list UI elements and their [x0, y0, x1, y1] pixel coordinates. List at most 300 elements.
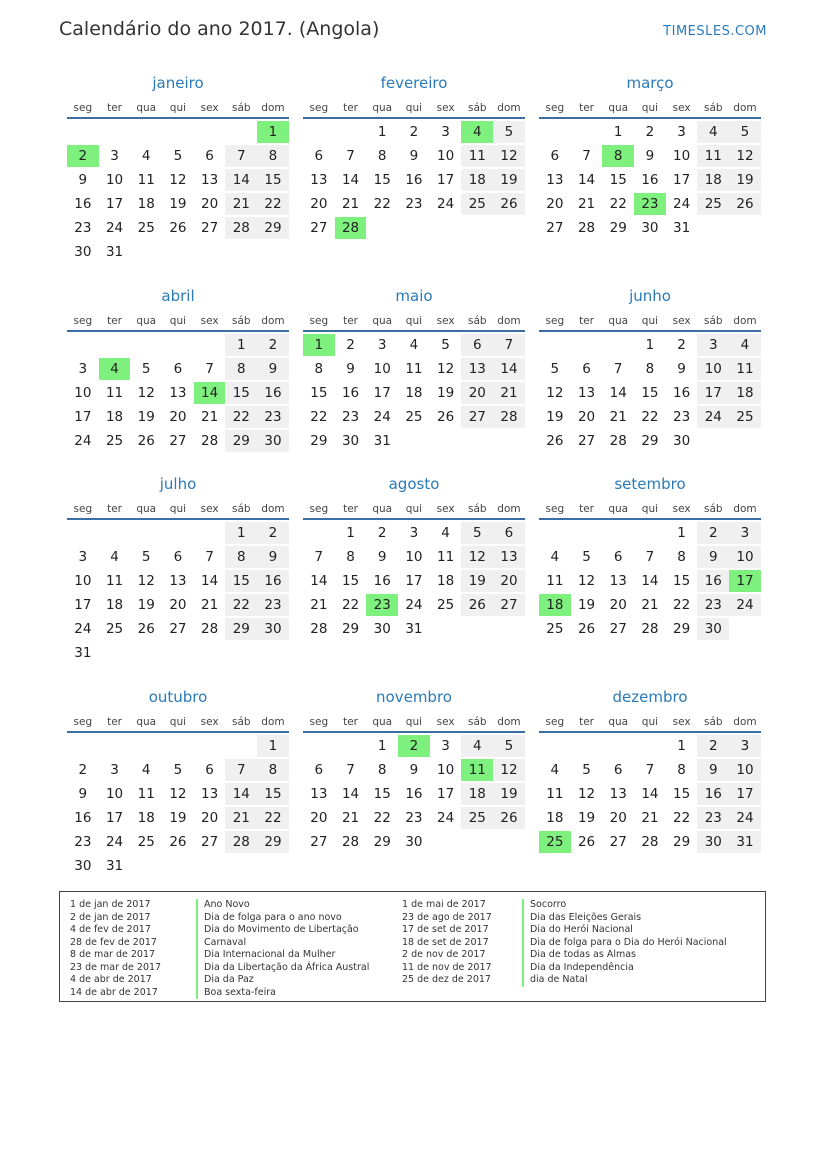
day-cell: 5 — [582, 762, 591, 778]
day-cell: 8 — [377, 148, 387, 164]
day-cell: 20 — [461, 382, 493, 404]
day-cell: 25 — [729, 406, 761, 428]
month-outubro — [67, 687, 289, 879]
legend-dates-left — [70, 899, 161, 999]
day-cell: 12 — [577, 786, 596, 802]
day-cell: 21 — [201, 597, 219, 613]
day-cell: 23 — [697, 594, 729, 616]
empty-day-cell — [194, 334, 226, 356]
day-cell: 16 — [373, 573, 391, 589]
day-cell: 6 — [173, 549, 183, 565]
day-cell: 26 — [437, 409, 455, 425]
day-cell: 26 — [461, 594, 493, 616]
day-cell: 17 — [74, 409, 92, 425]
day-cell: 11 — [405, 361, 423, 377]
empty-day-cell — [539, 334, 571, 356]
day-cell: 21 — [493, 382, 525, 404]
day-cell: 24 — [405, 597, 423, 613]
weekday-label: sex — [200, 315, 219, 327]
weekday-label: sáb — [467, 716, 487, 728]
weekday-label: qui — [641, 716, 659, 728]
month-name: junho — [629, 287, 671, 305]
day-cell: 13 — [169, 573, 187, 589]
weekday-label: seg — [545, 315, 565, 327]
weekday-header — [303, 99, 525, 119]
day-grid — [303, 334, 525, 454]
day-cell: 15 — [641, 385, 659, 401]
month-maio — [303, 286, 525, 454]
day-cell: 3 — [729, 735, 761, 757]
day-cell: 22 — [373, 196, 391, 212]
day-cell: 5 — [493, 735, 525, 757]
weekday-label: qui — [641, 503, 659, 515]
day-cell: 31 — [105, 858, 124, 874]
weekday-header — [67, 713, 289, 733]
day-cell: 9 — [697, 546, 729, 568]
day-cell: 14 — [341, 172, 360, 188]
legend-date: 18 de set de 2017 — [402, 936, 489, 948]
legend-date: 2 de jan de 2017 — [70, 911, 151, 923]
day-cell: 7 — [613, 361, 623, 377]
day-cell: 9 — [377, 549, 387, 565]
day-cell: 20 — [493, 570, 525, 592]
legend-holiday-name: Ano Novo — [196, 899, 369, 912]
weekday-label: qui — [169, 503, 187, 515]
legend-date: 11 de nov de 2017 — [402, 961, 492, 973]
month-agosto — [303, 474, 525, 642]
day-cell: 28 — [641, 621, 659, 637]
weekday-label: sex — [436, 716, 455, 728]
legend-names-right — [522, 899, 727, 987]
day-cell: 30 — [257, 618, 289, 640]
empty-day-cell — [539, 735, 571, 757]
day-cell: 22 — [341, 597, 360, 613]
month-setembro — [539, 474, 761, 642]
day-cell: 17 — [437, 786, 455, 802]
day-cell: 27 — [310, 220, 328, 236]
day-cell: 14 — [201, 573, 219, 589]
weekday-label: qua — [136, 102, 157, 114]
day-cell: 21 — [641, 597, 659, 613]
holiday-day-cell: 11 — [461, 759, 493, 781]
day-cell: 11 — [105, 573, 124, 589]
day-cell: 26 — [137, 621, 155, 637]
weekday-label: dom — [497, 315, 521, 327]
weekday-label: ter — [343, 102, 358, 114]
day-cell: 14 — [310, 573, 328, 589]
weekday-label: seg — [545, 503, 565, 515]
day-cell: 16 — [74, 196, 92, 212]
day-cell: 17 — [105, 196, 124, 212]
day-cell: 23 — [257, 594, 289, 616]
day-cell: 2 — [677, 337, 686, 353]
day-cell: 17 — [373, 385, 391, 401]
day-cell: 27 — [493, 594, 525, 616]
weekday-label: qua — [372, 315, 393, 327]
weekday-header — [539, 312, 761, 332]
day-cell: 14 — [225, 783, 257, 805]
day-cell: 10 — [673, 148, 691, 164]
day-cell: 27 — [577, 433, 596, 449]
day-cell: 13 — [461, 358, 493, 380]
day-cell: 24 — [437, 196, 455, 212]
holiday-day-cell: 8 — [602, 145, 634, 167]
weekday-label: seg — [73, 503, 93, 515]
day-cell: 28 — [493, 406, 525, 428]
day-cell: 16 — [341, 385, 360, 401]
day-cell: 26 — [137, 433, 155, 449]
day-cell: 10 — [437, 762, 455, 778]
weekday-header — [67, 500, 289, 520]
weekday-label: ter — [107, 315, 122, 327]
legend-date: 2 de nov de 2017 — [402, 949, 486, 960]
day-cell: 29 — [310, 433, 328, 449]
weekday-label: dom — [497, 716, 521, 728]
empty-day-cell — [162, 735, 194, 757]
day-cell: 21 — [341, 810, 360, 826]
day-cell: 6 — [493, 522, 525, 544]
weekday-label: sáb — [703, 716, 723, 728]
day-cell: 14 — [493, 358, 525, 380]
day-cell: 30 — [405, 834, 423, 850]
month-name: setembro — [614, 475, 686, 493]
day-grid — [67, 735, 289, 879]
day-cell: 16 — [697, 570, 729, 592]
day-cell: 17 — [105, 810, 124, 826]
day-cell: 23 — [74, 834, 92, 850]
day-cell: 4 — [729, 334, 761, 356]
day-cell: 19 — [577, 810, 596, 826]
day-cell: 24 — [105, 834, 124, 850]
month-novembro — [303, 687, 525, 855]
day-cell: 24 — [105, 220, 124, 236]
weekday-label: qui — [405, 503, 423, 515]
day-cell: 22 — [609, 196, 627, 212]
legend-holiday-name: Dia das Eleições Gerais — [522, 912, 727, 925]
day-cell: 10 — [105, 786, 124, 802]
day-cell: 8 — [225, 358, 257, 380]
weekday-label: qui — [405, 716, 423, 728]
day-grid — [539, 522, 761, 642]
weekday-header — [539, 713, 761, 733]
holiday-day-cell: 18 — [539, 594, 571, 616]
weekday-label: dom — [261, 102, 285, 114]
day-cell: 30 — [697, 618, 729, 640]
day-cell: 9 — [697, 759, 729, 781]
legend-holiday-name: Socorro — [522, 899, 727, 912]
weekday-label: sex — [672, 102, 691, 114]
day-cell: 21 — [609, 409, 627, 425]
day-cell: 20 — [310, 810, 328, 826]
day-cell: 26 — [493, 193, 525, 215]
day-cell: 11 — [437, 549, 455, 565]
day-cell: 19 — [437, 385, 455, 401]
day-cell: 6 — [613, 549, 623, 565]
day-cell: 27 — [201, 834, 219, 850]
day-cell: 9 — [78, 786, 88, 802]
day-cell: 7 — [225, 759, 257, 781]
day-cell: 16 — [257, 570, 289, 592]
holiday-day-cell: 4 — [99, 358, 131, 380]
day-cell: 24 — [74, 433, 92, 449]
day-cell: 19 — [546, 409, 564, 425]
day-cell: 11 — [105, 385, 124, 401]
day-cell: 31 — [373, 433, 391, 449]
day-cell: 4 — [550, 762, 560, 778]
day-cell: 1 — [377, 738, 387, 754]
day-cell: 1 — [225, 334, 257, 356]
day-cell: 12 — [577, 573, 596, 589]
day-cell: 20 — [609, 597, 627, 613]
day-cell: 7 — [314, 549, 324, 565]
holiday-day-cell: 1 — [257, 121, 289, 143]
day-cell: 1 — [645, 337, 655, 353]
day-cell: 9 — [78, 172, 88, 188]
day-cell: 5 — [141, 549, 151, 565]
day-cell: 8 — [377, 762, 387, 778]
day-cell: 6 — [613, 762, 623, 778]
day-cell: 16 — [405, 172, 423, 188]
empty-day-cell — [303, 121, 335, 143]
day-cell: 3 — [377, 337, 387, 353]
day-cell: 10 — [405, 549, 423, 565]
weekday-label: qua — [608, 315, 629, 327]
day-cell: 23 — [697, 807, 729, 829]
day-cell: 29 — [641, 433, 659, 449]
legend-holiday-name: Dia da Paz — [196, 974, 369, 987]
day-cell: 23 — [405, 810, 423, 826]
day-cell: 25 — [105, 621, 124, 637]
weekday-label: sex — [672, 503, 691, 515]
weekday-header — [303, 713, 525, 733]
day-cell: 14 — [341, 786, 360, 802]
day-cell: 27 — [201, 220, 219, 236]
day-cell: 28 — [609, 433, 627, 449]
day-cell: 22 — [225, 594, 257, 616]
legend-date: 17 de set de 2017 — [402, 924, 489, 935]
day-cell: 26 — [493, 807, 525, 829]
empty-day-cell — [303, 735, 335, 757]
weekday-label: sáb — [703, 503, 723, 515]
empty-day-cell — [571, 522, 603, 544]
day-cell: 22 — [225, 406, 257, 428]
weekday-label: dom — [733, 315, 757, 327]
day-cell: 14 — [225, 169, 257, 191]
day-cell: 8 — [346, 549, 355, 565]
day-cell: 15 — [673, 573, 691, 589]
empty-day-cell — [571, 334, 603, 356]
day-cell: 16 — [257, 382, 289, 404]
day-cell: 19 — [137, 409, 155, 425]
day-cell: 18 — [105, 409, 124, 425]
day-cell: 21 — [641, 810, 659, 826]
holiday-day-cell: 17 — [729, 570, 761, 592]
day-cell: 16 — [405, 786, 423, 802]
day-cell: 29 — [341, 621, 360, 637]
day-cell: 11 — [729, 358, 761, 380]
day-cell: 13 — [169, 385, 187, 401]
day-cell: 3 — [110, 148, 119, 164]
legend-holiday-name: Dia do Movimento de Libertação — [196, 924, 369, 937]
month-março — [539, 73, 761, 241]
day-cell: 31 — [729, 831, 761, 853]
legend-date: 1 de jan de 2017 — [70, 899, 151, 910]
day-cell: 4 — [409, 337, 419, 353]
day-cell: 30 — [697, 831, 729, 853]
day-cell: 21 — [225, 193, 257, 215]
day-cell: 3 — [78, 361, 88, 377]
day-cell: 19 — [169, 810, 187, 826]
day-cell: 15 — [341, 573, 360, 589]
day-cell: 22 — [310, 409, 328, 425]
day-cell: 1 — [677, 525, 686, 541]
month-name: novembro — [376, 688, 452, 706]
day-cell: 19 — [169, 196, 187, 212]
brand-logo-link[interactable]: TIMESLES.COM — [663, 24, 767, 39]
weekday-label: qui — [169, 102, 187, 114]
day-cell: 28 — [201, 621, 219, 637]
day-grid — [539, 735, 761, 855]
day-cell: 25 — [461, 807, 493, 829]
day-cell: 3 — [697, 334, 729, 356]
weekday-label: sáb — [467, 102, 487, 114]
day-grid — [303, 735, 525, 855]
month-fevereiro — [303, 73, 525, 241]
day-cell: 18 — [105, 597, 124, 613]
day-cell: 7 — [645, 549, 655, 565]
empty-day-cell — [634, 522, 666, 544]
holiday-day-cell: 14 — [194, 382, 226, 404]
weekday-label: ter — [343, 503, 358, 515]
empty-day-cell — [602, 735, 634, 757]
day-cell: 27 — [609, 834, 627, 850]
weekday-label: sex — [672, 716, 691, 728]
empty-day-cell — [162, 522, 194, 544]
weekday-label: qui — [169, 716, 187, 728]
month-name: janeiro — [152, 74, 204, 92]
day-cell: 18 — [729, 382, 761, 404]
weekday-label: qua — [136, 716, 157, 728]
legend-date: 8 de mar de 2017 — [70, 949, 156, 960]
day-cell: 9 — [346, 361, 355, 377]
day-grid — [67, 121, 289, 265]
weekday-label: dom — [733, 503, 757, 515]
weekday-header — [67, 312, 289, 332]
month-julho — [67, 474, 289, 666]
empty-day-cell — [194, 735, 226, 757]
day-cell: 23 — [257, 406, 289, 428]
day-cell: 6 — [461, 334, 493, 356]
day-cell: 14 — [577, 172, 596, 188]
weekday-label: sex — [672, 315, 691, 327]
day-grid — [539, 121, 761, 241]
day-cell: 7 — [582, 148, 591, 164]
month-dezembro — [539, 687, 761, 855]
day-cell: 29 — [609, 220, 627, 236]
weekday-label: seg — [309, 315, 329, 327]
empty-day-cell — [162, 121, 194, 143]
day-cell: 7 — [205, 361, 214, 377]
day-cell: 22 — [257, 193, 289, 215]
day-cell: 18 — [437, 573, 455, 589]
weekday-label: qua — [608, 503, 629, 515]
day-cell: 15 — [373, 172, 391, 188]
day-cell: 15 — [257, 169, 289, 191]
day-cell: 31 — [74, 645, 92, 661]
day-cell: 18 — [137, 810, 155, 826]
empty-day-cell — [225, 735, 257, 757]
day-cell: 5 — [441, 337, 450, 353]
legend-holiday-name: Dia de folga para o ano novo — [196, 912, 369, 925]
day-cell: 2 — [377, 525, 387, 541]
day-cell: 8 — [314, 361, 324, 377]
legend-date: 23 de mar de 2017 — [70, 961, 162, 973]
empty-day-cell — [539, 121, 571, 143]
day-cell: 23 — [341, 409, 360, 425]
day-cell: 29 — [257, 217, 289, 239]
day-cell: 31 — [673, 220, 691, 236]
day-cell: 31 — [405, 621, 423, 637]
day-cell: 18 — [546, 810, 564, 826]
day-cell: 6 — [550, 148, 560, 164]
day-cell: 22 — [257, 807, 289, 829]
day-cell: 27 — [546, 220, 564, 236]
day-cell: 11 — [697, 145, 729, 167]
empty-day-cell — [335, 121, 367, 143]
day-cell: 29 — [225, 618, 257, 640]
day-cell: 10 — [729, 759, 761, 781]
day-cell: 12 — [461, 546, 493, 568]
day-cell: 16 — [673, 385, 691, 401]
legend-holiday-name: Dia de folga para o Dia do Herói Nacional — [522, 937, 727, 950]
day-cell: 9 — [409, 148, 419, 164]
day-cell: 30 — [641, 220, 659, 236]
weekday-label: ter — [107, 716, 122, 728]
weekday-label: seg — [309, 503, 329, 515]
weekday-label: seg — [545, 102, 565, 114]
month-name: fevereiro — [380, 74, 448, 92]
empty-day-cell — [130, 121, 162, 143]
month-name: julho — [159, 475, 197, 493]
day-cell: 23 — [405, 196, 423, 212]
day-cell: 15 — [225, 382, 257, 404]
day-cell: 11 — [137, 786, 155, 802]
day-cell: 30 — [373, 621, 391, 637]
day-cell: 17 — [74, 597, 92, 613]
day-cell: 23 — [673, 409, 691, 425]
weekday-label: ter — [579, 315, 594, 327]
day-cell: 2 — [257, 522, 289, 544]
day-cell: 14 — [641, 786, 659, 802]
day-cell: 19 — [461, 570, 493, 592]
day-cell: 20 — [169, 597, 187, 613]
day-cell: 21 — [577, 196, 596, 212]
day-cell: 16 — [697, 783, 729, 805]
day-cell: 12 — [729, 145, 761, 167]
day-cell: 5 — [141, 361, 151, 377]
empty-day-cell — [99, 121, 131, 143]
month-abril — [67, 286, 289, 454]
day-cell: 20 — [609, 810, 627, 826]
day-cell: 25 — [546, 621, 564, 637]
legend-holiday-name: dia de Natal — [522, 974, 727, 987]
legend-date: 14 de abr de 2017 — [70, 986, 158, 998]
weekday-label: dom — [261, 716, 285, 728]
day-cell: 15 — [673, 786, 691, 802]
empty-day-cell — [571, 121, 603, 143]
day-cell: 7 — [225, 145, 257, 167]
weekday-label: sáb — [231, 503, 251, 515]
